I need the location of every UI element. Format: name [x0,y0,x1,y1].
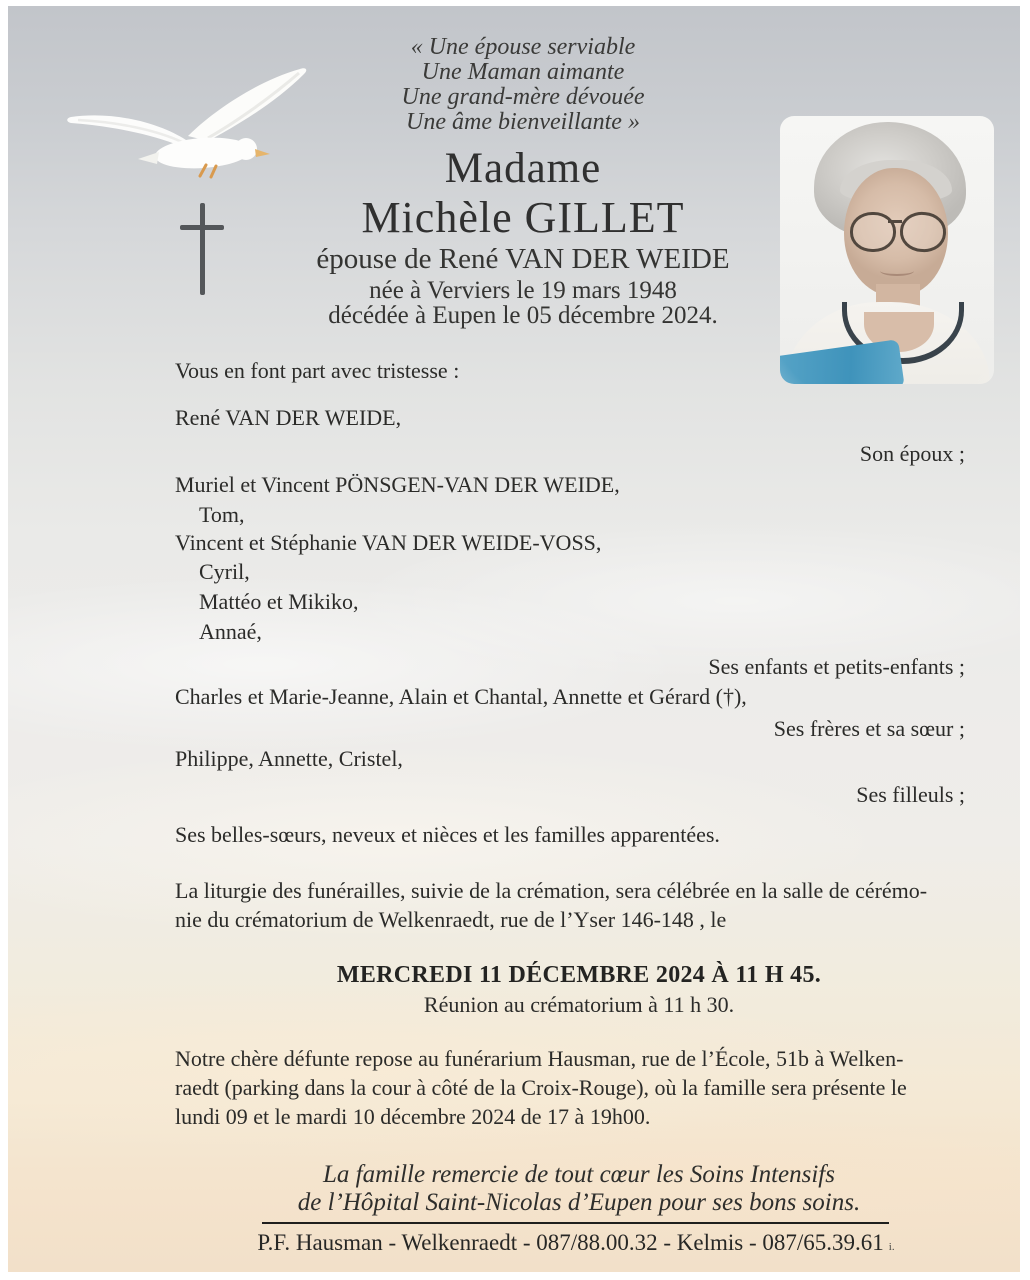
ceremony-line-2: nie du crématorium de Welkenraedt, rue de l’Yser 146-148 , le [175,907,727,932]
siblings-role: Ses frères et sa sœur ; [773,716,965,741]
children-role: Ses enfants et petits-enfants ; [708,654,965,679]
epigraph-line-1: « Une épouse serviable [410,34,636,60]
child-line-2: Vincent et Stéphanie VAN DER WEIDE-VOSS, [175,530,602,555]
visitation-line-3: lundi 09 et le mardi 10 décembre 2024 de 17 à 19h00. [175,1104,651,1129]
birth-line: née à Verviers le 19 mars 1948 [369,277,677,304]
child-line-1: Muriel et Vincent PÖNSGEN-VAN DER WEIDE, [175,472,620,497]
ceremony-date: MERCREDI 11 DÉCEMBRE 2024 À 11 H 45. [336,962,822,988]
grandchild-line-2: Cyril, [199,559,250,584]
visitation-line-1: Notre chère défunte repose au funérarium Hausman, rue de l’École, 51b à Welken- [175,1046,904,1071]
grandchild-line-1: Tom, [199,502,245,527]
husband-role: Son époux ; [859,441,965,466]
grandchild-line-4: Annaé, [199,619,262,644]
mourners-intro: Vous en font part avec tristesse : [175,358,460,383]
godchildren-role: Ses filleuls ; [856,782,965,807]
deceased-name: Michèle GILLET [361,193,685,242]
other-mourners: Ses belles-sœurs, neveux et nièces et les familles apparentées. [175,822,720,847]
thanks-line-1: La famille remercie de tout cœur les Soins Intensifs [323,1161,835,1188]
footer-small-mark: i. [888,1241,895,1253]
grandchild-line-3: Mattéo et Mikiko, [199,589,359,614]
visitation-line-2: raedt (parking dans la cour à côté de la Croix-Rouge), où la famille sera présente le [175,1075,907,1100]
ceremony-line-1: La liturgie des funérailles, suivie de la crémation, sera célébrée en la salle de cérémo- [175,878,928,903]
death-line: décédée à Eupen le 05 décembre 2024. [328,302,718,329]
thanks-line-2: de l’Hôpital Saint-Nicolas d’Eupen pour ses bons soins. [297,1189,861,1216]
godchildren-names: Philippe, Annette, Cristel, [175,746,403,771]
funeral-home-line [162,1230,990,1256]
ceremony-meeting: Réunion au crématorium à 11 h 30. [423,992,735,1017]
funeral-home-text: P.F. Hausman - Welkenraedt - 087/88.00.32 - Kelmis - 087/65.39.61 [257,1230,884,1255]
footer-divider [262,1222,889,1224]
sky-background [8,6,1020,1272]
epigraph-line-4: Une âme bienveillante » [406,109,640,135]
epigraph-line-3: Une grand-mère dévouée [401,84,645,110]
husband-name: René VAN DER WEIDE, [175,405,402,430]
epigraph-line-2: Une Maman aimante [421,59,625,85]
siblings-names: Charles et Marie-Jeanne, Alain et Chantal, Annette et Gérard (†), [175,684,747,709]
title-prefix: Madame [444,145,602,192]
spouse-line: épouse de René VAN DER WEIDE [316,243,730,275]
